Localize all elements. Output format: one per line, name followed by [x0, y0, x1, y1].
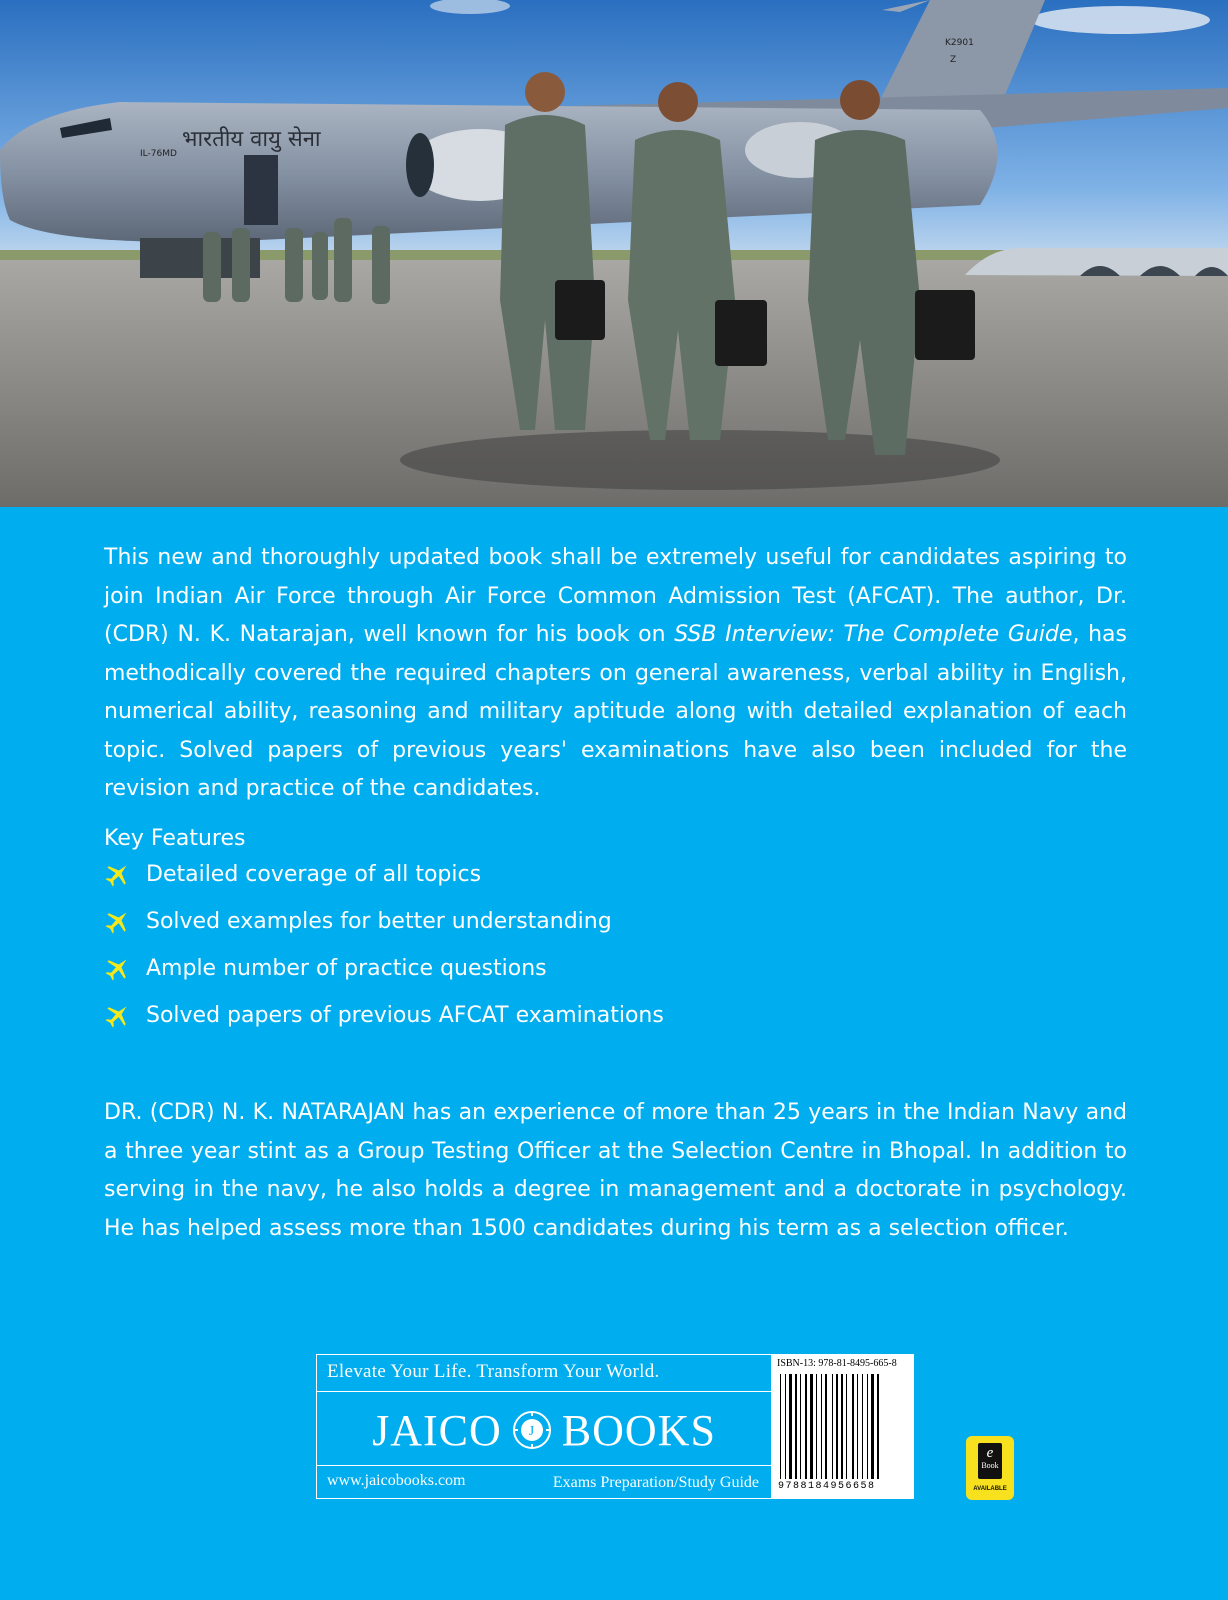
divider: [317, 1391, 771, 1392]
barcode-bar: [789, 1374, 792, 1479]
tail-letter: Z: [950, 55, 957, 65]
ebook-label: AVAILABLE: [973, 1486, 1007, 1492]
barcode-bar: [795, 1374, 797, 1479]
book-category: Exams Preparation/Study Guide: [552, 1474, 759, 1491]
book-description: [104, 539, 1127, 809]
ebook-word: Book: [981, 1461, 999, 1470]
barcode-bar: [825, 1374, 827, 1479]
airplane-icon: [104, 860, 132, 888]
feature-label: Ample number of practice questions: [146, 955, 547, 981]
description-text-2: , has methodically covered the required chapters on general awareness, verbal ability in English, numerical ability, reasoning and military aptitude along with detailed explanation of each topic. Solved papers of previous years' examinations have also been included for the revision and practice of the candidates.: [104, 622, 1128, 801]
airplane-icon: [104, 1001, 132, 1029]
publisher-tagline: Elevate Your Life. Transform Your World.: [327, 1361, 660, 1382]
publisher-logo-icon: [512, 1410, 552, 1450]
cover-photo: [0, 0, 1228, 507]
aircraft-model: IL-76MD: [140, 149, 177, 159]
barcode-bar: [805, 1374, 807, 1479]
barcode-bar: [816, 1374, 817, 1479]
referenced-book-title: SSB Interview: The Complete Guide: [674, 622, 1073, 647]
barcode-bar: [877, 1374, 879, 1479]
publisher-brand: [317, 1399, 771, 1461]
barcode-bar: [800, 1374, 801, 1479]
aircraft-marking: भारतीय वायु सेना: [182, 127, 321, 152]
barcode-icon: [772, 1354, 914, 1499]
brand-name-right: BOOKS: [561, 1405, 716, 1455]
feature-label: Detailed coverage of all topics: [146, 861, 482, 887]
author-bio: DR. (CDR) N. K. NATARAJAN has an experience of more than 25 years in the Indian Navy and a three year stint as a Group Testing Officer at the Selection Centre in Bhopal. In addition to serving in the navy, he also holds a degree in management and a doctorate in psychology. He has helped assess more than 1500 candidates during his term as a selection officer.: [104, 1100, 1127, 1241]
airplane-icon: [104, 907, 132, 935]
key-features-heading: Key Features: [104, 826, 246, 851]
brand-name-left: JAICO: [372, 1405, 502, 1455]
feature-item: [104, 905, 612, 937]
description-text-1: This new and thoroughly updated book shall be extremely useful for candidates aspiring to join Indian Air Force through Air Force Common Admission Test (AFCAT). The author, Dr. (CDR) N. K. Natarajan, well known for his book on: [104, 545, 1127, 647]
feature-item: [104, 999, 664, 1031]
barcode-bar: [836, 1374, 838, 1479]
feature-label: Solved papers of previous AFCAT examinations: [146, 1002, 664, 1028]
aircraft-crew-illustration: [0, 0, 1228, 507]
barcode-bar: [871, 1374, 874, 1479]
barcode-bar: [867, 1374, 868, 1479]
logo-letter: J: [528, 1424, 535, 1439]
publisher-box: [316, 1354, 772, 1499]
barcode-bar: [785, 1374, 786, 1479]
isbn-number: ISBN-13: 978-81-8495-665-8: [777, 1358, 897, 1369]
barcode-bar: [832, 1374, 833, 1479]
barcode-digits: 9788184956658: [778, 1481, 876, 1492]
tail-number: K2901: [945, 38, 974, 48]
barcode-bar: [841, 1374, 843, 1479]
barcode-bar: [846, 1374, 847, 1479]
barcode-bar: [852, 1374, 854, 1479]
airplane-icon: [104, 954, 132, 982]
barcode-bar: [862, 1374, 863, 1479]
publisher-website: www.jaicobooks.com: [327, 1472, 466, 1489]
ebook-available-badge: [966, 1436, 1014, 1500]
ebook-icon: [978, 1443, 1002, 1479]
feature-label: Solved examples for better understanding: [146, 908, 612, 934]
ebook-letter: e: [986, 1445, 994, 1461]
feature-item: [104, 952, 547, 984]
barcode-bar: [857, 1374, 858, 1479]
barcode-bar: [780, 1374, 781, 1479]
divider: [317, 1465, 771, 1466]
barcode-bar: [821, 1374, 822, 1479]
feature-item: [104, 858, 481, 890]
barcode-bar: [810, 1374, 813, 1479]
isbn-barcode: [772, 1354, 914, 1499]
